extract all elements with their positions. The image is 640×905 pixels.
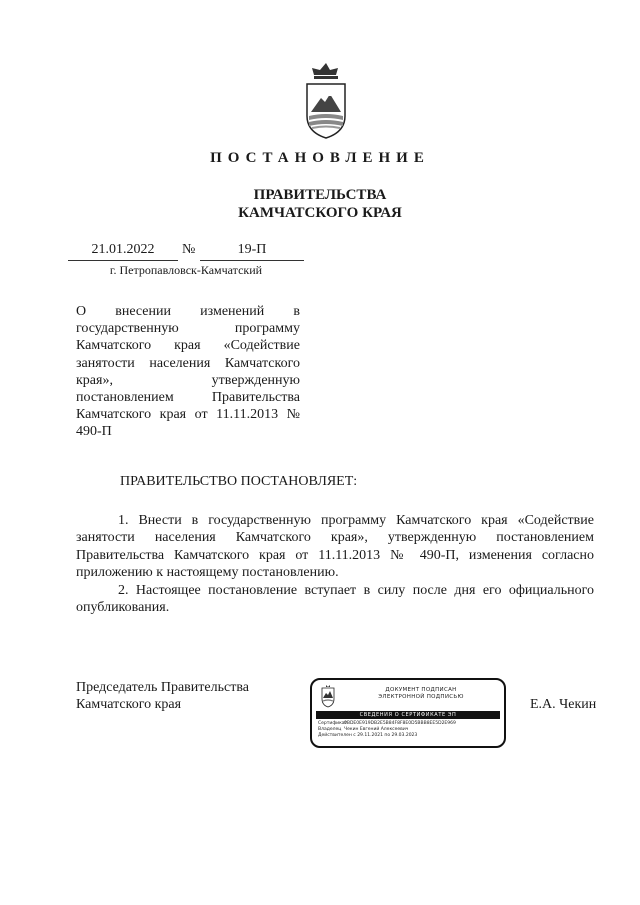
paragraph-1: 1. Внести в государственную программу Камчатского края «Содействие занятости населения Камчатского края», утвержденную постановлением Правительства Камчатского края от 11.11.2013 № 490-П, изменения согласно приложению к настоящему постановлению. <box>76 513 594 581</box>
stamp-title <box>342 687 500 701</box>
document-city: г. Петропавловск-Камчатский <box>109 263 263 277</box>
stamp-validity: Действителен с 29.11.2021 по 29.03.2023 <box>318 733 418 738</box>
stamp-certificate-header: СВЕДЕНИЯ О СЕРТИФИКАТЕ ЭП <box>316 711 500 719</box>
document-date: 21.01.2022 <box>91 242 155 257</box>
stamp-certificate-label: Сертификат <box>318 721 348 726</box>
signatory-role-line-1: Председатель Правительства <box>76 680 249 695</box>
number-underline <box>200 260 304 261</box>
electronic-signature-stamp <box>310 678 506 748</box>
stamp-title-line-1: ДОКУМЕНТ ПОДПИСАН <box>385 687 457 693</box>
issuer-line-1: ПРАВИТЕЛЬСТВА <box>253 187 387 203</box>
signatory-role-line-2: Камчатского края <box>76 697 182 713</box>
stamp-emblem-icon <box>320 684 336 708</box>
stamp-owner-label: Владелец <box>318 727 342 732</box>
document-number: 19-П <box>237 242 267 257</box>
signatory-role <box>76 679 296 714</box>
stamp-owner-value: Чекин Евгений Алексеевич <box>344 727 409 732</box>
date-underline <box>68 260 178 261</box>
kamchatka-coat-of-arms-icon <box>303 60 349 140</box>
resolution-statement: ПРАВИТЕЛЬСТВО ПОСТАНОВЛЯЕТ: <box>120 474 358 489</box>
stamp-title-line-2: ЭЛЕКТРОННОЙ ПОДПИСЬЮ <box>378 694 464 700</box>
document-type-title: ПОСТАНОВЛЕНИЕ <box>210 150 430 166</box>
issuer-line-2: КАМЧАТСКОГО КРАЯ <box>238 205 402 221</box>
signer-name: Е.А. Чекин <box>530 697 597 712</box>
document-subject: О внесении изменений в государственную программу Камчатского края «Содействие занятости населения Камчатского края», утвержденную постановлением Правительства Камчатского края от 11.11.2013 № 490-П <box>76 304 300 440</box>
paragraph-2: 2. Настоящее постановление вступает в силу после дня его официального опубликования. <box>76 583 594 616</box>
stamp-certificate-value: 0BDE0E919DB2E5B84F8F8E0D5BBB8EE5D2E969 <box>344 721 456 726</box>
number-sign: № <box>182 242 196 257</box>
